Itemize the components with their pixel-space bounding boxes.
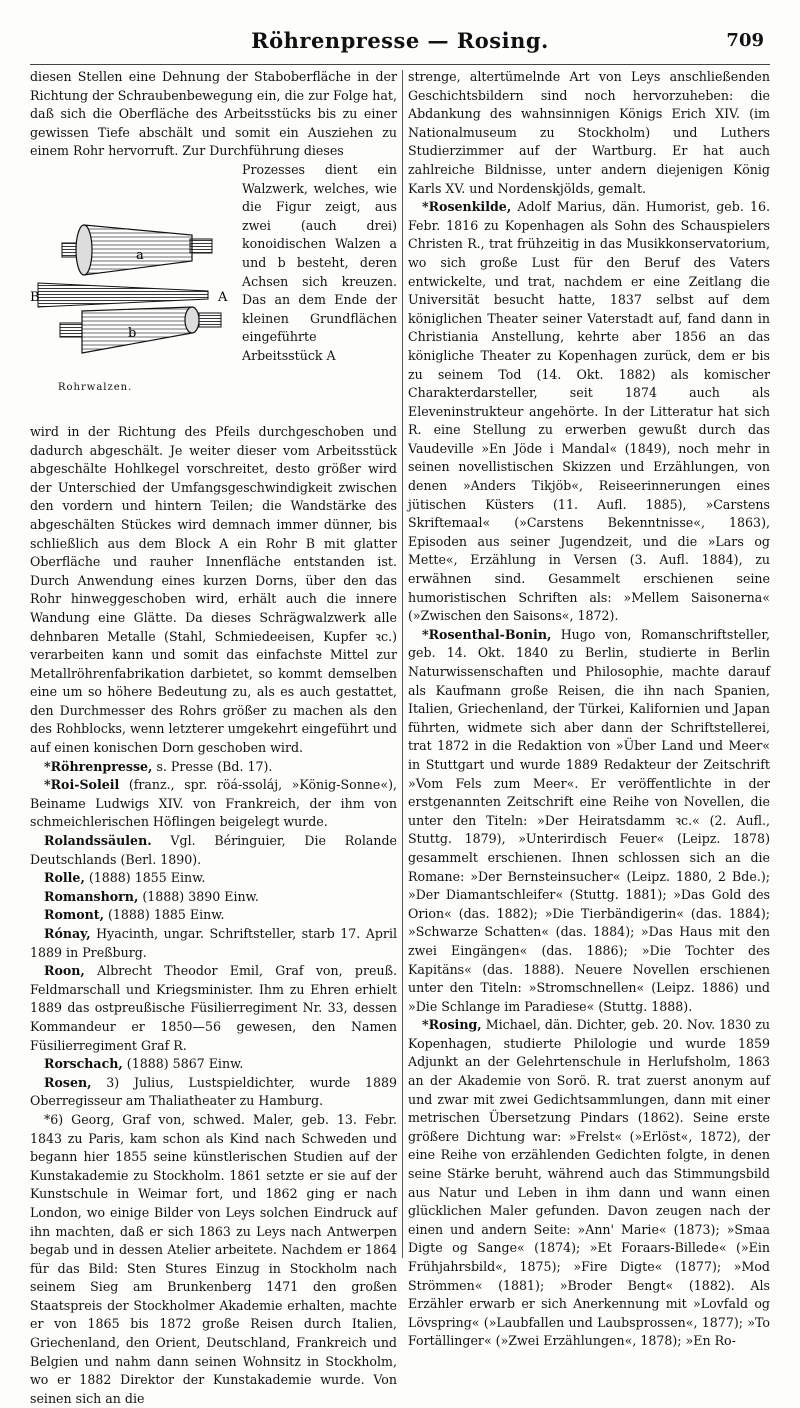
dictionary-entry (30, 1074, 397, 1111)
entry-headword: Romanshorn, (44, 888, 139, 904)
entry-headword: Rosen, (44, 1074, 92, 1090)
entry-headword: *Roi-Soleil (44, 777, 120, 793)
entry-headword: *Rosenthal-Bonin, (422, 626, 552, 642)
entry-text: (1888) 1885 Einw. (103, 907, 225, 923)
entry-text: Adolf Marius, dän. Humorist, geb. 16. Febr. 1816 zu Kopenhagen als Sohn des Schauspielers Christen R., trat frühzeitig in das Musikkonservatorium, wo sich große Lust für den Beruf des Vaters entwickelte, und trat, nachdem er eine Zeitlang die Universität besucht hatte, 1837 selbst auf dem königlichen Theater seiner Vaterstadt auf, fand dann in Christiania Anstellung, kehrte aber 1856 an das königliche Theater zu Kopenhagen zurück, dem er bis zu seinem Tod (14. Okt. 1882) als komischer Charakterdarsteller, seit 1874 auch als Eleveninstrukteur angehörte. In der Litteratur hat sich R. eine Stellung zu erwerben gewußt durch das Vaudeville »En Jöde i Mandal« (1849), noch mehr in seinen novellistischen Skizzen und Erzählungen, von denen »Anders Tikjöb«, Reiseerinnerungen eines jütischen Küsters (11. Aufl. 1885), »Carstens Skriftemaal« (»Carstens Bekenntnisse«, 1863), Episoden aus seiner Jugendzeit, und die »Lars og Mette«, Erzählung in Versen (3. Aufl. 1884), zu erwähnen sind. Gesammelt erschienen seine humoristischen Schriften als: »Mellem Saisonerna« (»Zwischen den Saisons«, 1872). (408, 199, 770, 624)
label-B: B (30, 289, 40, 305)
entry-text: (1888) 1855 Einw. (84, 870, 206, 886)
label-b: b (128, 325, 137, 341)
dictionary-entry (30, 1111, 397, 1408)
header-rule (30, 64, 770, 65)
label-a: a (136, 247, 144, 263)
dictionary-entry (30, 758, 397, 777)
entry-headword: Rolandssäulen. (44, 833, 152, 849)
entry-headword: Rolle, (44, 870, 85, 886)
entry-headword: *Rosing, (422, 1017, 482, 1033)
entry-headword: *Röhrenpresse, (44, 758, 153, 774)
column-divider (402, 70, 403, 1258)
dictionary-entry (30, 832, 397, 869)
dictionary-entry (408, 1016, 770, 1351)
after-figure-paragraph: wird in der Richtung des Pfeils durchgeschoben und dadurch abgeschält. Je weiter dieser vom Arbeitsstück abgeschälte Hohlkegel vorschreitet, desto größer wird der Unterschied der Umfangsgeschwindigkeit zwischen den vordern und hintern Teilen; die Wandstärke des abgeschälten Stückes wird demnach immer dünner, bis schließlich aus dem Block A ein Rohr B mit glatter Oberfläche und rauher Innenfläche entstanden ist. Durch Anwendung eines kurzen Dorns, über den das Rohr hinweggeschoben wird, erhält auch die innere Wandung eine Glätte. Da dieses Schrägwalzwerk alle dehnbaren Metalle (Stahl, Schmiedeeisen, Kupfer ꝛc.) verarbeiten kann und somit das einfachste Mittel zur Metallröhrenfabrikation darbietet, so kommt demselben eine um so höhere Bedeutung zu, als es auch gestattet, den Durchmesser des Rohrs größer zu machen als den des Rohblocks, wenn letzterer umgekehrt eingeführt und auf einen konischen Dorn geschoben wird. (30, 423, 397, 756)
entry-text: Hugo von, Romanschriftsteller, geb. 14. Okt. 1840 zu Berlin, studierte in Berlin Naturwissenschaften und Philosophie, machte darauf als Kaufmann große Reisen, die ihn nach Spanien, Italien, Griechenland, der Türkei, Kalifornien und Japan führten, widmete sich aber dann der Schriftstellerei, trat 1872 in die Redaktion von »Über Land und Meer« in Stuttgart und wurde 1889 Redakteur der Zeitschrift »Vom Fels zum Meer«. Er veröffentlichte in der erstgenannten Zeitschrift eine Reihe von Novellen, die unter den Titeln: »Der Heiratsdamm ꝛc.« (2. Aufl., Stuttg. 1879), »Unterirdisch Feuer« (Leipz. 1878) gesammelt erschienen. Ihnen schlossen sich an die Romane: »Der Bernsteinsucher« (Leipz. 1880, 2 Bde.); »Der Diamantschleifer« (Stuttg. 1881); »Das Gold des Orion« (das. 1882); »Die Tierbändigerin« (das. 1884); »Schwarze Schatten« (das. 1884); »Das Haus mit den zwei Eingängen« (das. 1886); »Die Tochter des Kapitäns« (das. 1888). Neuere Novellen erschienen unter den Titeln: »Stromschnellen« (Leipz. 1886) und »Die Schlange im Paradiese« (Stuttg. 1888). (408, 626, 770, 1014)
right-column (408, 68, 770, 1349)
right-entries (408, 198, 770, 1351)
entry-text: (1888) 5867 Einw. (122, 1056, 244, 1072)
dictionary-entry (30, 962, 397, 1055)
running-title: Röhrenpresse — Rosing. (251, 28, 549, 53)
left-column (30, 68, 397, 1406)
dictionary-entry (30, 906, 397, 925)
rolling-mill-figure (32, 203, 232, 377)
entry-headword: Romont, (44, 907, 104, 923)
figure-side-text: Prozesses dient ein Walzwerk, welches, wie die Figur zeigt, aus zwei (auch drei) konoidischen Walzen a und b besteht, deren Achsen sich kreuzen. Das an dem Ende der kleinen Grundflächen eingeführte Arbeitsstück A (242, 161, 397, 363)
entry-text: s. Presse (Bd. 17). (152, 758, 273, 774)
figure-caption: Rohrwalzen. (58, 381, 133, 393)
dictionary-entry (30, 1055, 397, 1074)
rolling-mill-illustration (32, 203, 232, 377)
left-entries (30, 758, 397, 1408)
dictionary-entry (408, 198, 770, 626)
entry-headword: Rorschach, (44, 1056, 123, 1072)
entry-text: (1888) 3890 Einw. (138, 888, 259, 904)
dictionary-entry (30, 776, 397, 832)
dictionary-entry (30, 869, 397, 888)
label-A: A (218, 289, 228, 305)
dictionary-entry (30, 925, 397, 962)
entry-text: 3) Julius, Lustspieldichter, wurde 1889 Oberregisseur am Thaliatheater zu Hamburg. (30, 1074, 397, 1109)
entry-text: Albrecht Theodor Emil, Graf von, preuß. Feldmarschall und Kriegsminister. Ihm zu Ehren erhielt 1889 das ostpreußische Füsilierregiment Nr. 33, dessen Kommandeur er 1850—56 gewesen, den Namen Füsilierregiment Graf R. (30, 963, 397, 1053)
entry-text: (franz., spr. röá-ssoláj, »König-Sonne«), Beiname Ludwigs XIV. von Frankreich, der ihm von schmeichlerischen Höflingen beigelegt wurde. (30, 777, 397, 830)
entry-text: Vgl. Béringuier, Die Rolande Deutschlands (Berl. 1890). (30, 833, 397, 867)
entry-text: Hyacinth, ungar. Schriftsteller, starb 17. April 1889 in Preßburg. (30, 926, 397, 960)
page-number: 709 (726, 30, 764, 51)
entry-text: Michael, dän. Dichter, geb. 20. Nov. 1830 zu Kopenhagen, studierte Philologie und wurde 1859 Adjunkt an der Gelehrtenschule in Herlufsholm, 1863 an der Akademie von Sorö. R. trat zuerst anonym auf und zwar mit zwei Gedichtsammlungen, dann mit einer metrischen Übersetzung Pindars (1862). Seine erste größere Dichtung war: »Frelst« (»Erlöst«, 1872), der eine Reihe von erzählenden Gedichten folgte, in denen seine Stärke beruht, während auch das Stimmungsbild aus Natur und Leben in ihm dann und wann einen glücklichen Maler gefunden. Davon zeugen nach der einen und andern Seite: »Ann' Marie« (1873); »Smaa Digte og Sange« (1874); »Et Foraars-Billede« (»Ein Frühjahrsbild«, 1875); »Fire Digte« (1877); »Mod Strömmen« (1881); »Broder Bengt« (1882). Als Erzähler erwarb er sich Anerkennung mit »Lovfald og Lövspring« (»Laubfallen und Laubsprossen«, 1877); »To Fortällinger« (»Zwei Erzählungen«, 1878); »En Ro- (408, 1017, 770, 1349)
page-header (30, 28, 770, 58)
dictionary-entry (30, 888, 397, 907)
entry-headword: *Rosenkilde, (422, 199, 512, 215)
entry-headword: Roon, (44, 963, 85, 979)
figure-block (30, 161, 397, 423)
entry-text: *6) Georg, Graf von, schwed. Maler, geb. 13. Febr. 1843 zu Paris, kam schon als Kind nach Schweden und begann hier 1855 seine künstlerischen Studien auf der Kunstakademie zu Stockholm. 1861 setzte er sie auf der Kunstschule in Weimar fort, und 1862 ging er nach London, wo einige Bilder von Leys solchen Eindruck auf ihn machten, daß er sich 1863 zu Leys nach Antwerpen begab und in dessen Atelier arbeitete. Nachdem er 1864 für das Bild: Sten Stures Einzug in Stockholm nach seinem Sieg am Brunkenberg 1471 den großen Staatspreis der Stockholmer Akademie erhalten, machte er von 1865 bis 1872 große Reisen durch Italien, Griechenland, den Orient, Deutschland, Frankreich und Belgien und nahm dann seinen Wohnsitz in Stockholm, wo er 1882 Direktor der Kunstakademie wurde. Von seinen sich an die (30, 1111, 397, 1406)
entry-headword: Rónay, (44, 926, 91, 941)
right-lead-paragraph: strenge, altertümelnde Art von Leys anschließenden Geschichtsbildern sind noch hervorzuheben: die Abdankung des wahnsinnigen Königs Erich XIV. (im Nationalmuseum zu Stockholm) und Luthers Studierzimmer auf der Wartburg. Er hat auch zahlreiche Bildnisse, unter andern diejenigen König Karls XV. und Nordenskjölds, gemalt. (408, 69, 770, 196)
intro-paragraph: diesen Stellen eine Dehnung der Staboberfläche in der Richtung der Schraubenbewegung ein, die zur Folge hat, daß sich die Oberfläche des Arbeitsstücks bis zu einer gewissen Tiefe abschält und somit ein Ausziehen zu einem Rohr hervorruft. Zur Durchführung dieses (30, 69, 397, 159)
dictionary-entry (408, 626, 770, 1016)
